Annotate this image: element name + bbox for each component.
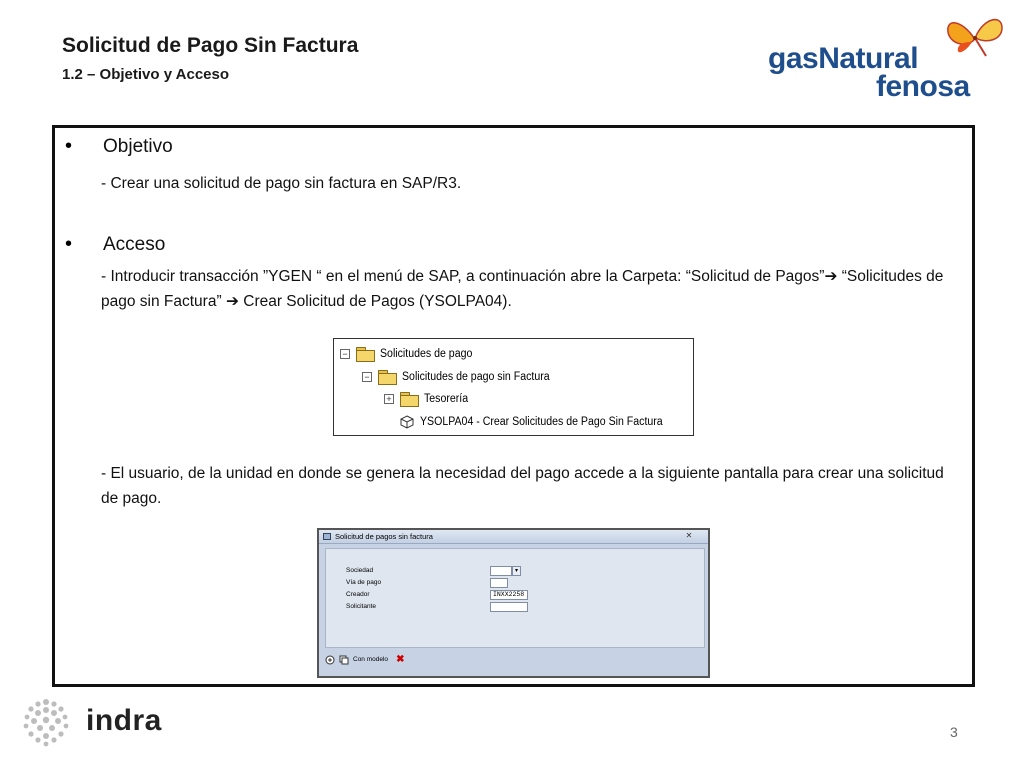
access-text [101,264,951,314]
arrow-right-icon: ➔ [824,268,838,285]
field-label-sociedad: Sociedad [346,567,374,574]
butterfly-icon [944,12,1006,60]
content-frame [52,125,975,687]
access-text-part2: “Solicitudes de pago sin Factura” [101,268,944,310]
logo-text-fenosa: fenosa [876,70,970,103]
via-de-pago-input[interactable] [490,578,508,588]
bullet-objetivo [63,135,173,158]
cancel-icon[interactable]: ✖ [396,654,405,665]
logo-text-gasnatural: gasNatural [768,42,919,75]
indra-logo [20,696,180,746]
execute-icon[interactable] [325,655,335,665]
close-icon[interactable]: ✕ [685,531,693,540]
sap-window-screenshot [317,528,710,678]
expand-icon[interactable]: + [384,394,394,404]
sap-menu-tree-screenshot [333,338,694,436]
field-label-creador: Creador [346,591,370,598]
con-modelo-button[interactable]: Con modelo [353,656,389,663]
folder-icon [378,370,396,383]
tree-node-label: YSOLPA04 - Crear Solicitudes de Pago Sin Factura [420,416,663,428]
slide-title: Solicitud de Pago Sin Factura [62,34,359,57]
field-label-via-de-pago: Vía de pago [346,579,382,586]
sap-window-title: Solicitud de pagos sin factura [335,532,433,541]
folder-icon [400,392,418,405]
objective-text: - Crear una solicitud de pago sin factura en SAP/R3. [101,175,462,192]
arrow-right-icon: ➔ [225,293,239,310]
sap-toolbar [325,654,404,665]
sap-window-titlebar [319,530,708,544]
tree-node-tesoreria[interactable] [384,392,472,405]
transaction-cube-icon [400,415,414,429]
sap-form [325,548,705,648]
bullet-symbol: • [65,135,73,157]
collapse-icon[interactable]: − [340,349,350,359]
bullet-label-objetivo: Objetivo [103,135,173,157]
tree-node-solicitudes-sin-factura[interactable] [362,370,562,383]
solicitante-input[interactable] [490,602,528,612]
access-text-part3: Crear Solicitud de Pagos (YSOLPA04). [238,293,512,310]
tree-node-label: Solicitudes de pago [380,347,473,360]
bullet-label-acceso: Acceso [103,233,166,255]
window-icon [323,533,331,540]
folder-icon [356,347,374,360]
access-text-part1: - Introducir transacción ”YGEN “ en el menú de SAP, a continuación abre la Carpeta: “Solicitud de Pagos” [101,268,825,285]
tree-node-ysolpa04[interactable] [400,415,684,429]
tree-node-solicitudes-de-pago[interactable] [340,347,480,360]
bullet-acceso [63,233,165,256]
field-label-solicitante: Solicitante [346,603,376,610]
user-text: - El usuario, de la unidad en donde se genera la necesidad del pago accede a la siguiente pantalla para crear una solicitud de pago. [101,465,944,507]
page-number: 3 [950,724,958,740]
tree-node-label: Tesorería [424,392,469,405]
dropdown-icon[interactable]: ▾ [512,566,521,576]
gas-natural-fenosa-logo [768,12,1013,104]
indra-dots-icon [20,696,72,748]
bullet-symbol: • [65,233,73,255]
slide-subtitle: 1.2 – Objetivo y Acceso [62,66,230,83]
collapse-icon[interactable]: − [362,372,372,382]
copy-template-icon[interactable] [339,655,349,665]
sociedad-input[interactable] [490,566,512,576]
creador-input[interactable]: INXX2258 [490,590,528,600]
indra-logo-text: indra [86,704,162,737]
tree-node-label: Solicitudes de pago sin Factura [402,370,550,383]
